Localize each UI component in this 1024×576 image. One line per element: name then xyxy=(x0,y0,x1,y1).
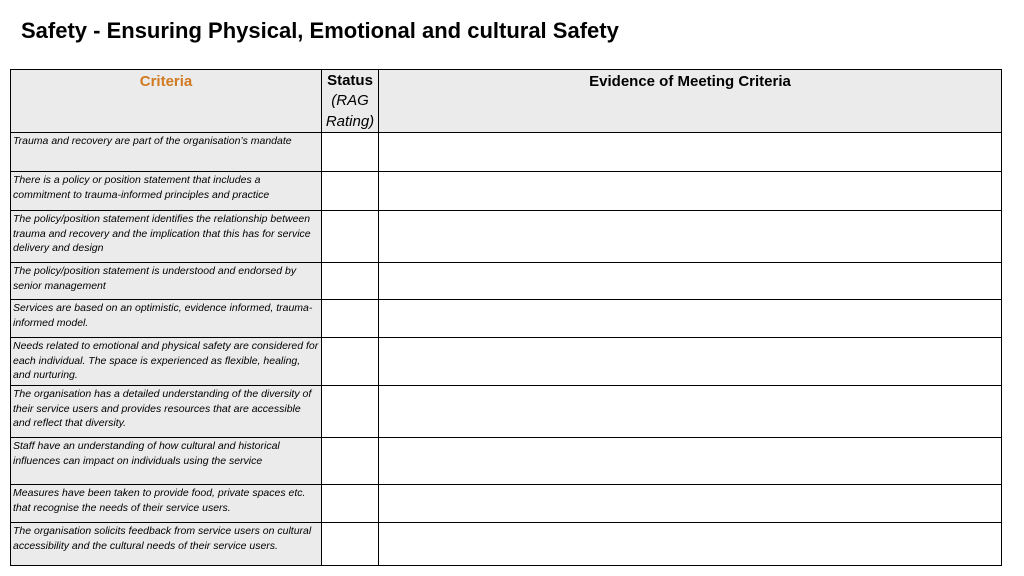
table-row xyxy=(11,263,1002,300)
evidence-cell[interactable] xyxy=(379,172,1002,211)
status-cell[interactable] xyxy=(322,211,379,263)
evidence-cell[interactable] xyxy=(379,386,1002,438)
table-row xyxy=(11,211,1002,263)
table-row xyxy=(11,485,1002,523)
table-row xyxy=(11,172,1002,211)
status-cell[interactable] xyxy=(322,172,379,211)
status-cell[interactable] xyxy=(322,438,379,485)
criteria-cell: There is a policy or position statement that includes a commitment to trauma-informed principles and practice xyxy=(11,172,322,211)
evidence-cell[interactable] xyxy=(379,338,1002,386)
table-header-row xyxy=(11,70,1002,133)
criteria-cell: Services are based on an optimistic, evidence informed, trauma-informed model. xyxy=(11,300,322,338)
table-row xyxy=(11,300,1002,338)
status-cell[interactable] xyxy=(322,133,379,172)
criteria-cell: Trauma and recovery are part of the organisation’s mandate xyxy=(11,133,322,172)
evidence-column-header: Evidence of Meeting Criteria xyxy=(379,70,1002,133)
criteria-cell: Measures have been taken to provide food, private spaces etc. that recognise the needs of their service users. xyxy=(11,485,322,523)
evidence-cell[interactable] xyxy=(379,133,1002,172)
evidence-cell[interactable] xyxy=(379,485,1002,523)
status-cell[interactable] xyxy=(322,338,379,386)
status-cell[interactable] xyxy=(322,386,379,438)
status-header-label: Status xyxy=(327,72,373,89)
table-row xyxy=(11,523,1002,566)
evidence-cell[interactable] xyxy=(379,211,1002,263)
table-row xyxy=(11,338,1002,386)
status-cell[interactable] xyxy=(322,300,379,338)
criteria-cell: Needs related to emotional and physical safety are considered for each individual. The space is experienced as flexible, healing, and nurturing. xyxy=(11,338,322,386)
status-header-sub-2: Rating) xyxy=(325,113,375,130)
status-column-header xyxy=(322,70,379,133)
criteria-column-header: Criteria xyxy=(11,70,322,133)
criteria-cell: The policy/position statement identifies the relationship between trauma and recovery and the implication that this has for service delivery and design xyxy=(11,211,322,263)
table-row xyxy=(11,386,1002,438)
status-header-sub-1: (RAG xyxy=(331,92,369,109)
page-title: Safety - Ensuring Physical, Emotional and cultural Safety xyxy=(21,18,619,43)
status-cell[interactable] xyxy=(322,263,379,300)
table-row xyxy=(11,133,1002,172)
criteria-cell: The policy/position statement is understood and endorsed by senior management xyxy=(11,263,322,300)
evidence-cell[interactable] xyxy=(379,438,1002,485)
evidence-cell[interactable] xyxy=(379,263,1002,300)
evidence-cell[interactable] xyxy=(379,300,1002,338)
status-cell[interactable] xyxy=(322,523,379,566)
criteria-cell: Staff have an understanding of how cultural and historical influences can impact on individuals using the service xyxy=(11,438,322,485)
status-cell[interactable] xyxy=(322,485,379,523)
table-row xyxy=(11,438,1002,485)
criteria-table xyxy=(10,69,1002,566)
criteria-cell: The organisation has a detailed understanding of the diversity of their service users and provides resources that are accessible and reflect that diversity. xyxy=(11,386,322,438)
evidence-cell[interactable] xyxy=(379,523,1002,566)
criteria-cell: The organisation solicits feedback from service users on cultural accessibility and the cultural needs of their service users. xyxy=(11,523,322,566)
